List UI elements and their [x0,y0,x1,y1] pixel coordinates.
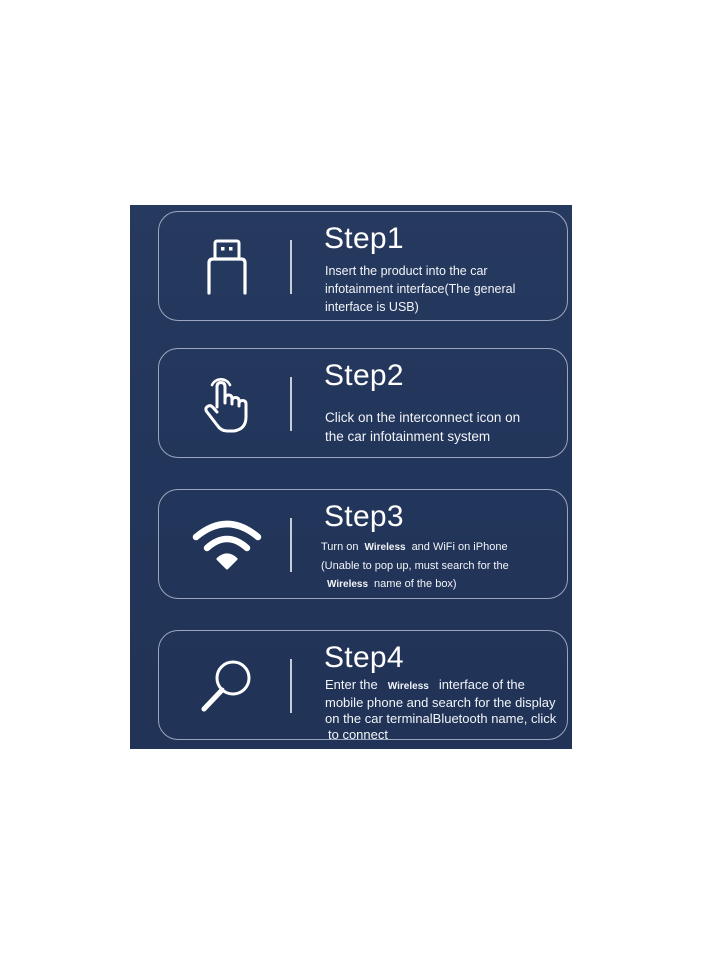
keyword-wireless: Wireless [327,579,369,590]
divider [290,518,292,572]
desc-line: infotainment interface(The general [325,282,516,296]
step-title: Step4 [324,641,404,674]
desc-line: to connect [328,727,388,742]
wifi-icon [192,510,262,580]
desc-line: interface is USB) [325,300,419,314]
desc-line [321,538,561,557]
desc-text: and WiFi on iPhone [411,541,508,553]
step-description [325,409,565,446]
desc-line [325,677,572,695]
divider [290,659,292,713]
desc-text: Enter the [325,677,378,692]
keyword-wireless: Wireless [364,542,406,553]
step-card-2 [158,348,568,458]
desc-line: Click on the interconnect icon on [325,410,521,425]
step-card-3 [158,489,568,599]
step-card-1 [158,211,568,321]
divider [290,240,292,294]
desc-line [321,575,561,594]
step-title: Step3 [324,500,404,533]
desc-line: the car infotainment system [325,428,491,444]
desc-line: on the car terminalBluetooth name, click [325,711,557,726]
keyword-wireless: Wireless [387,681,429,692]
step-description [325,262,565,316]
desc-line: mobile phone and search for the display [325,695,556,710]
magnifier-icon [192,651,262,721]
usb-icon [192,232,262,302]
step-card-4 [158,630,568,740]
divider [290,377,292,431]
desc-text: Turn on [321,541,359,553]
desc-text: name of the box) [374,578,457,590]
desc-line: Insert the product into the car [325,264,488,278]
desc-line: (Unable to pop up, must search for the [321,560,509,572]
tap-hand-icon [192,369,262,439]
steps-panel [130,205,572,749]
step-description [325,677,572,743]
desc-text: interface of the [438,677,525,692]
step-description [321,538,561,594]
step-title: Step1 [324,222,404,255]
step-title: Step2 [324,359,404,392]
